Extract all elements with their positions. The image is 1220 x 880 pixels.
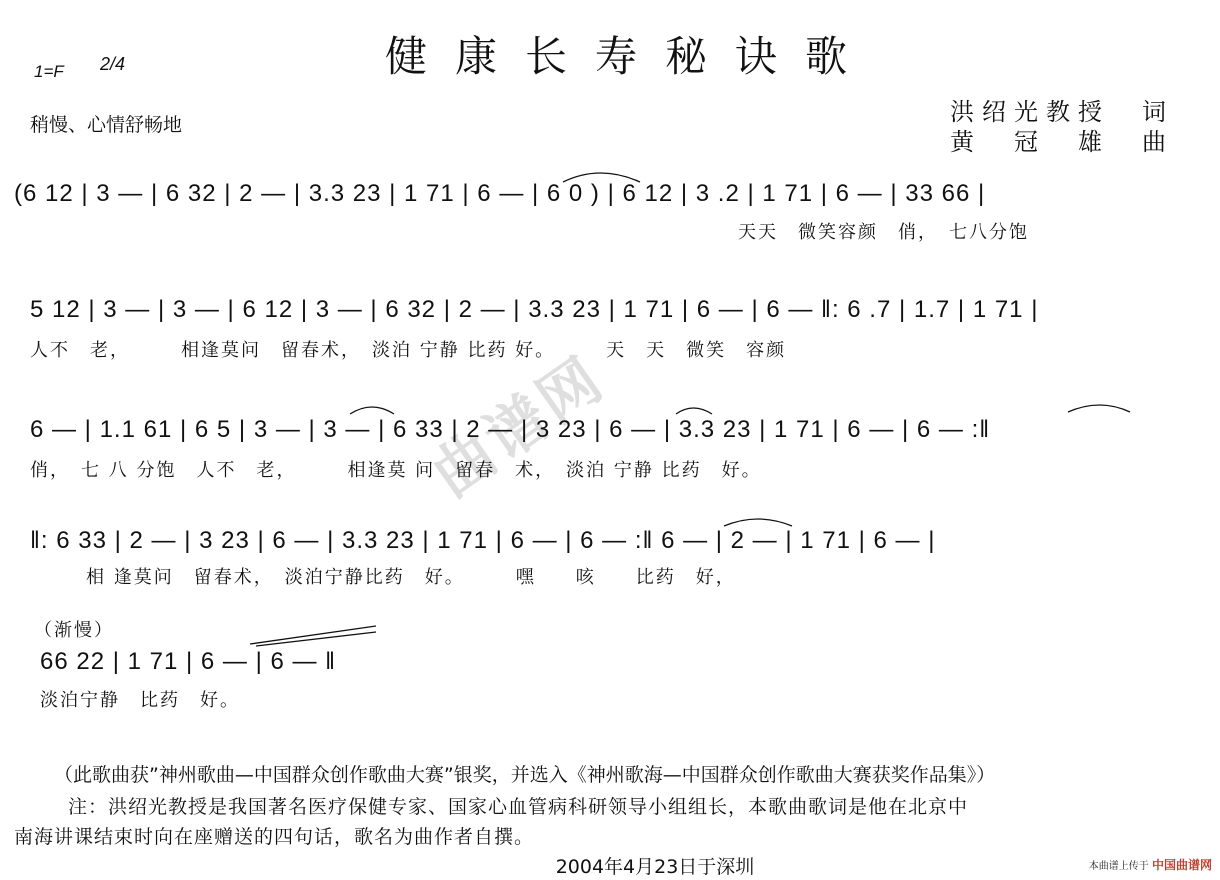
award-note: （此歌曲获”神州歌曲—中国群众创作歌曲大赛”银奖，并选入《神州歌海—中国群众创作歌曲大赛获奖作品集》） <box>54 764 996 786</box>
lyric-line-5: 淡泊宁静 比药 好。 <box>40 690 240 711</box>
notation-line-1: (6 12 | 3 — | 6 32 | 2 — | 3.3 23 | 1 71 | 6 — | 6 0 ) | 6 12 | 3 .2 | 1 71 | 6 — | 33 66 | <box>14 180 986 207</box>
lyric-line-2: 人不 老， 相逢莫问 留春术， 淡泊 宁静 比药 好。 天 天 微笑 容颜 <box>30 340 787 361</box>
composer-credit: 黄 冠 雄 曲 <box>950 128 1174 156</box>
author-note-line-1: 注：洪绍光教授是我国著名医疗保健专家、国家心血管病科研领导小组组长，本歌曲歌词是他在北京中 <box>68 796 969 818</box>
notation-line-5: 66 22 | 1 71 | 6 — | 6 — ‖ <box>40 648 337 675</box>
notation-line-3: 6 — | 1.1 61 | 6 5 | 3 — | 3 — | 6 33 | 2 — | 3 23 | 6 — | 3.3 23 | 1 71 | 6 — | 6 — :‖ <box>30 416 991 443</box>
time-signature: 2/4 <box>100 54 126 74</box>
lyric-line-3: 俏， 七 八 分饱 人不 老， 相逢莫 问 留春 术， 淡泊 宁静 比药 好。 <box>30 460 762 481</box>
song-title: 健康长寿秘诀歌 <box>384 32 875 81</box>
lyric-line-1: 天天 微笑容颜 俏， 七八分饱 <box>738 222 1029 243</box>
upload-credit <box>1089 856 1212 873</box>
composition-date: 2004年4月23日于深圳 <box>555 856 755 878</box>
site-logo: 中国曲谱网 <box>1151 858 1212 872</box>
upload-label: 本曲谱上传于 <box>1088 861 1149 872</box>
lyric-line-4: 相 逢莫问 留春术， 淡泊宁静比药 好。 嘿 咳 比药 好， <box>86 567 736 588</box>
key-signature: 1=F <box>34 62 64 81</box>
tempo-marking: 稍慢、心情舒畅地 <box>30 114 183 136</box>
notation-line-4: ‖: 6 33 | 2 — | 3 23 | 6 — | 3.3 23 | 1 71 | 6 — | 6 — :‖ 6 — | 2 — | 1 71 | 6 — | <box>30 527 936 554</box>
watermark: 曲谱网 <box>420 343 618 511</box>
notation-line-2: 5 12 | 3 — | 3 — | 6 12 | 3 — | 6 32 | 2 — | 3.3 23 | 1 71 | 6 — | 6 — ‖: 6 .7 | 1.7 | 1 71 | <box>30 296 1039 323</box>
ritardando-marking: （渐慢） <box>34 620 114 641</box>
author-note-line-2: 南海讲课结束时向在座赠送的四句话，歌名为曲作者自撰。 <box>14 826 535 848</box>
lyricist-credit: 洪绍光教授 词 <box>950 98 1174 126</box>
